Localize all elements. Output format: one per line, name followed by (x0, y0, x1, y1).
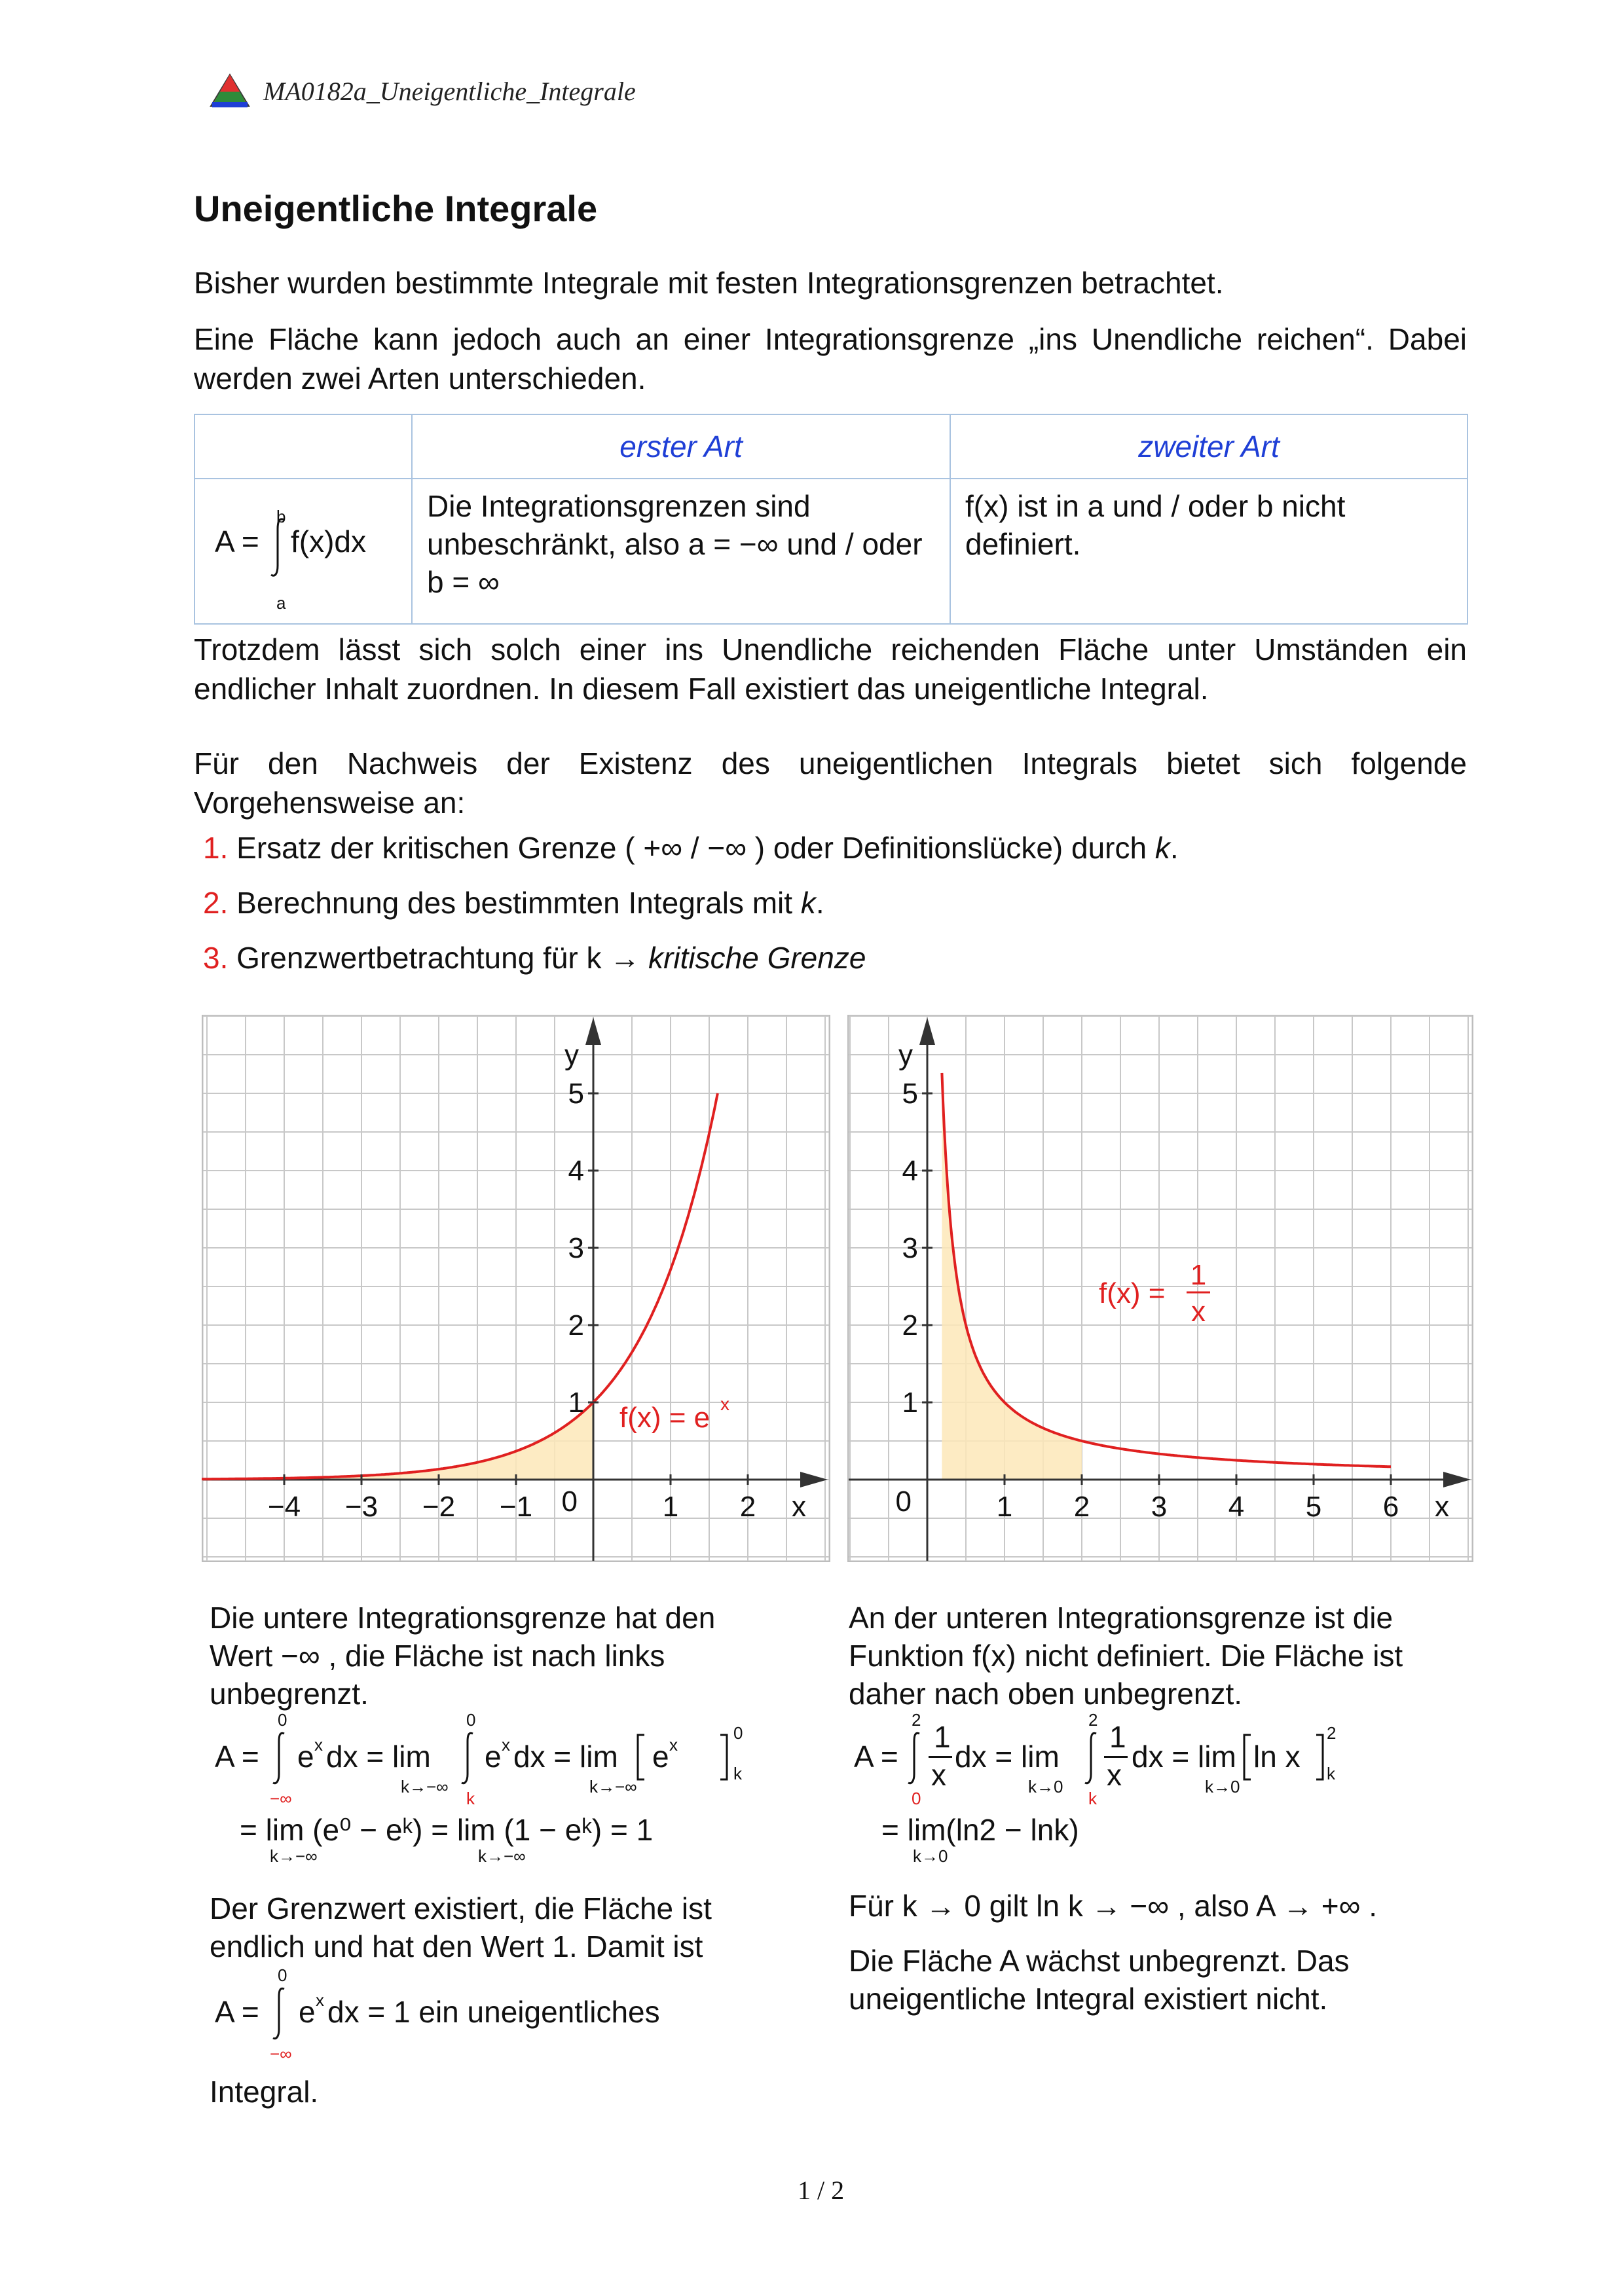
left-explanation: Die untere Integrationsgrenze hat den Wert −∞ , die Fläche ist nach links unbegrenzt. (210, 1601, 716, 1711)
x-tick-label: 3 (1151, 1491, 1168, 1523)
right-explanation: An der unteren Integrationsgrenze ist die Funktion f(x) nicht definiert. Die Fläche ist daher nach oben unbegrenzt. (849, 1601, 1403, 1711)
x-tick-label: −1 (499, 1491, 533, 1523)
left-final-word: Integral. (210, 2075, 319, 2109)
x-tick-label: 1 (662, 1491, 679, 1523)
x-tick-label: 6 (1382, 1491, 1399, 1523)
formula-integrand: f(x)dx (291, 524, 366, 558)
y-tick-label: 2 (902, 1309, 918, 1341)
left-conclusion: Der Grenzwert existiert, die Fläche ist endlich und hat den Wert 1. Damit ist (210, 1891, 712, 1963)
integral-sign-icon (906, 1731, 923, 1786)
function-label: f(x) = e (619, 1402, 710, 1434)
procedure-intro-paragraph: Für den Nachweis der Existenz des uneigentlichen Integrals bietet sich folgende Vorgehensweise an: (194, 746, 1467, 820)
graph-exponential (202, 1015, 830, 1562)
y-tick-label: 4 (902, 1155, 918, 1187)
x-tick-label: 5 (1305, 1491, 1322, 1523)
y-axis-label: y (898, 1039, 913, 1071)
integral-sign-icon (271, 1731, 288, 1786)
formula-lower-bound: a (276, 593, 286, 613)
function-label: f(x) = (1099, 1277, 1166, 1309)
right-conclusion: Die Fläche A wächst unbegrenzt. Das uneigentliche Integral existiert nicht. (849, 1944, 1350, 2016)
y-tick-label: 3 (902, 1232, 918, 1264)
step-1: 1. Ersatz der kritischen Grenze ( +∞ / −∞ ) oder Definitionslücke) durch k. (203, 831, 1179, 865)
integral-types-table (194, 414, 1468, 625)
integral-sign-icon (1083, 1731, 1100, 1786)
left-equation-2: = lim (e⁰ − eᵏ) = lim (1 − eᵏ) = 1 k→−∞ k→−∞ (240, 1813, 654, 1866)
formula-upper-bound: b (276, 507, 286, 526)
x-tick-label: −4 (267, 1491, 301, 1523)
x-tick-label: 4 (1228, 1491, 1245, 1523)
origin-label: 0 (561, 1485, 578, 1518)
formula-lhs: A = (215, 524, 259, 558)
y-tick-label: 3 (568, 1232, 584, 1264)
table-corner-cell (194, 414, 412, 479)
publisher-logo (207, 72, 253, 111)
x-tick-label: −3 (344, 1491, 378, 1523)
graph-reciprocal (847, 1015, 1473, 1562)
integral-sign-icon (268, 516, 288, 579)
y-tick-label: 1 (902, 1387, 918, 1419)
x-tick-label: 1 (996, 1491, 1013, 1523)
left-equation-1: A = 0 −∞ e x dx = lim k→−∞ 0 k e x dx = lim k→−∞ e x 0 k (215, 1710, 743, 1808)
origin-label: 0 (895, 1485, 912, 1518)
right-limit-statement: Für k → 0 gilt ln k → −∞ , also A → +∞ . (849, 1889, 1377, 1923)
x-tick-label: 2 (1073, 1491, 1090, 1523)
y-axis-label: y (564, 1039, 579, 1071)
y-tick-label: 2 (568, 1309, 584, 1341)
x-axis-label: x (1435, 1491, 1449, 1523)
fraction-denominator: x (1191, 1296, 1206, 1328)
integral-sign-icon (271, 1986, 288, 2041)
document-id: MA0182a_Uneigentliche_Integrale (263, 77, 636, 106)
step-2: 2. Berechnung des bestimmten Integrals mit k. (203, 886, 824, 920)
y-tick-label: 4 (568, 1155, 584, 1187)
function-label-exponent: x (720, 1394, 729, 1414)
y-tick-label: 5 (902, 1078, 918, 1110)
x-axis-label: x (792, 1491, 806, 1523)
right-equation-2: = lim(ln2 − lnk) k→0 (881, 1813, 1079, 1866)
y-tick-label: 5 (568, 1078, 584, 1110)
x-tick-label: −2 (422, 1491, 456, 1523)
bracket-icon (635, 1732, 733, 1785)
step-3: 3. Grenzwertbetrachtung für k → kritische Grenze (203, 941, 866, 975)
left-equation-3: A = 0 −∞ e x dx = 1 ein uneigentliches (215, 1965, 660, 2064)
table-second-type-text: f(x) ist in a und / oder b nicht definiert. (950, 479, 1467, 624)
integral-sign-icon (460, 1731, 477, 1786)
intro-paragraph-2: Eine Fläche kann jedoch auch an einer Integrationsgrenze „ins Unendliche reichen“. Dabei werden zwei Arten unterschieden. (194, 322, 1467, 395)
y-tick-label: 1 (568, 1387, 584, 1419)
page-title: Uneigentliche Integrale (194, 188, 598, 229)
table-header-first: erster Art (412, 414, 950, 479)
fraction-numerator: 1 (1190, 1259, 1207, 1291)
right-equation-1: A = 2 0 1 x dx = lim k→0 2 k 1 x dx = lim k→0 ln x 2 k (854, 1710, 1337, 1808)
table-formula-cell (194, 479, 412, 624)
page-number: 1 / 2 (798, 2176, 845, 2205)
table-first-type-text: Die Integrationsgrenzen sind unbeschränkt, also a = −∞ und / oder b = ∞ (412, 479, 950, 624)
table-header-second: zweiter Art (950, 414, 1467, 479)
existence-paragraph: Trotzdem lässt sich solch einer ins Unendliche reichenden Fläche unter Umständen ein endlicher Inhalt zuordnen. In diesem Fall existiert das uneigentliche Integral. (194, 632, 1467, 706)
intro-paragraph-1: Bisher wurden bestimmte Integrale mit festen Integrationsgrenzen betrachtet. (194, 266, 1224, 300)
x-tick-label: 2 (739, 1491, 756, 1523)
